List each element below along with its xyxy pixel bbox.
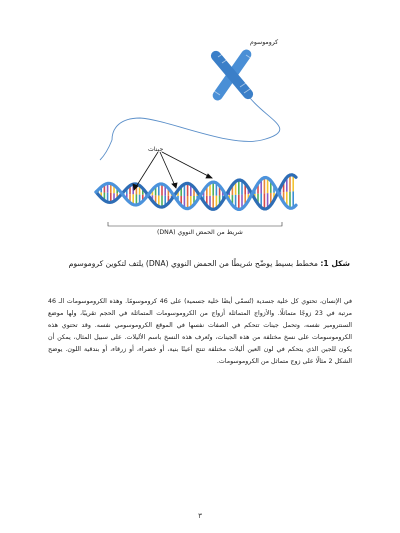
genes-label: جينات xyxy=(148,146,164,153)
chromosome-shape xyxy=(209,48,255,103)
dna-double-helix xyxy=(96,175,296,210)
page-number: ٣ xyxy=(198,512,202,520)
dna-thin-strand xyxy=(112,98,280,141)
dna-figure xyxy=(0,0,400,245)
dna-strand-label: شريط من الحمض النووي (DNA) xyxy=(157,229,243,236)
caption-text: مخطط بسيط يوضّح شريطًا من الحمض النووي (DNA) يلتف لتكوين كروموسوم xyxy=(68,259,321,268)
strand-bracket xyxy=(108,222,282,226)
body-paragraph: في الإنسان، تحتوي كل خلية جسدية (تُسمّى أيضًا خلية جسمية) على 46 كروموسومًا. وهذه الكروموسومات الـ 46 مرتبة في 23 زوجًا متماثلًا. والأزواج المتماثلة أزواج من الكروموسومات المتماثلة في الحجم تقريبًا، ولها موضع السنترومير نفسه، وتحمل جينات تتحكم في الصفات نفسها في الموقع الكروموسومي نفسه. وقد تحتوي هذه الكروموسومات على نسخ مختلفة من هذه الجينات، وتُعرف هذه النسخ باسم الأليلات. على سبيل المثال، يمكن أن يكون للجين الذي يتحكم في لون العين أليلات مختلفة تنتج أعينًا بنية، أو خضراء، أو زرقاء، أو بندقية اللون. يوضح الشكل 2 مثالًا على زوج متماثل من الكروموسومات. xyxy=(48,298,353,365)
figure-caption xyxy=(50,259,350,268)
dna-chromosome-illustration xyxy=(0,0,400,245)
chromosome-label: كروموسوم xyxy=(250,39,279,46)
caption-label: شكل 1: xyxy=(320,259,350,268)
gene-pointer-arrows xyxy=(133,152,212,190)
